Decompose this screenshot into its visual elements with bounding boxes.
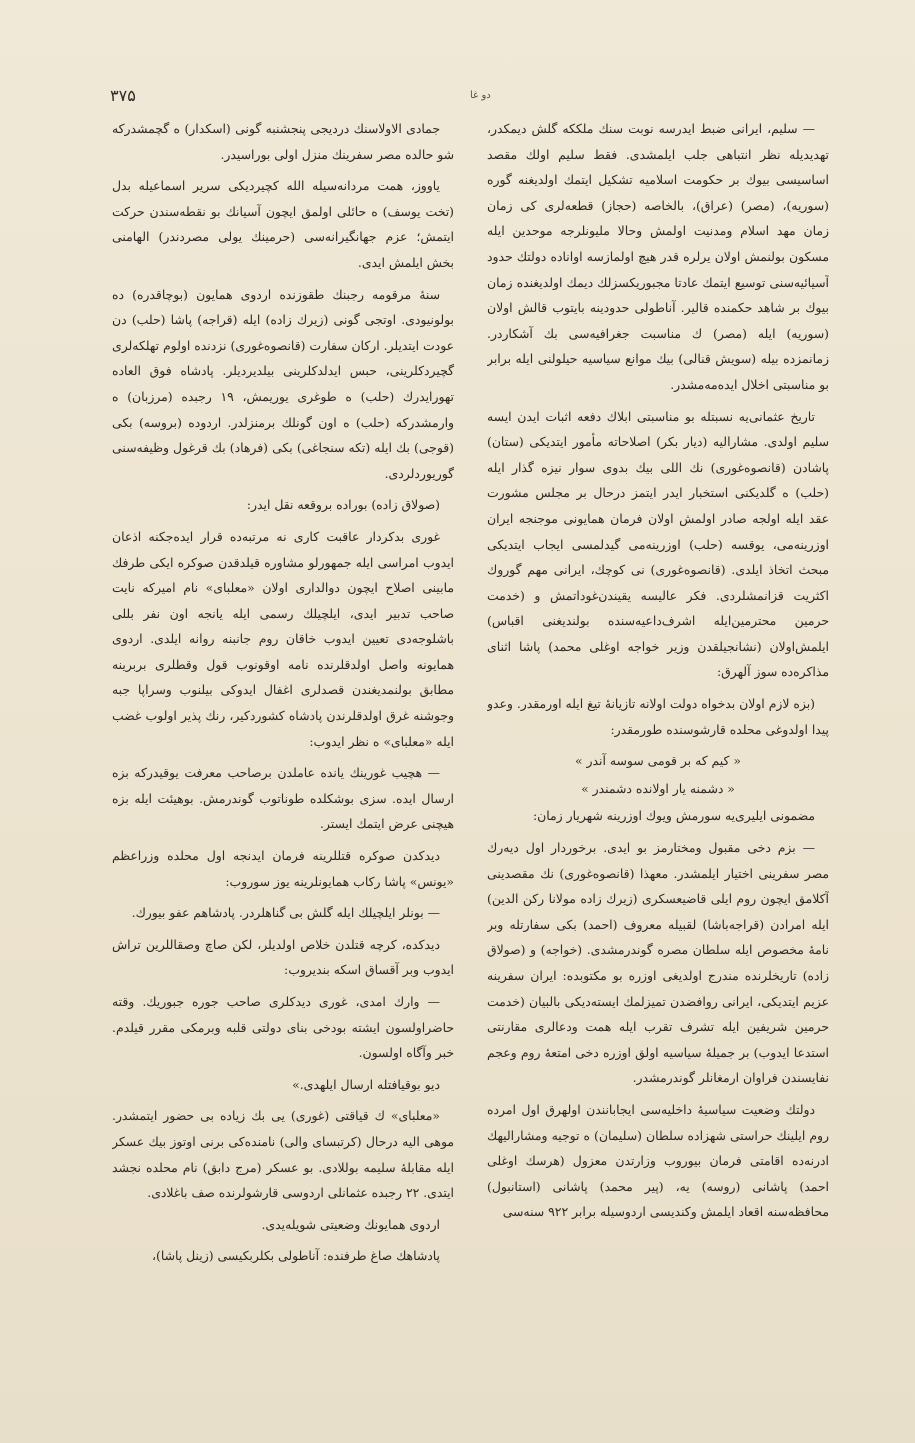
paragraph: تاريخ عثمانى‌يه نسبتله بو مناسبتى ابلاك دفعه اثبات ايدن ايسه سليم اولدى. مشاراليه (ديار بكر) اصلاحاته مأمور ايتديكى (ستان) پاشادن (قانصوه‌غورى) نك اللى بيك بدوى سوار نيزه گذار ايله (حلب) ه گلديكنى استخبار ايدر ايتمز درحال بر مجلس مشورت عقد ايله اولجه صادر اولمش اولان فرمان همايونى موجنجه ايران اوزرينه‌مى، يوقسه (حلب) اوزرينه‌مى گيدلمسى ايجاب ايتديكى مبحث اتخاذ ايلدى. (قانصوه‌غورى) نى كوچك، ايرانى مهم گوروك اكثريت قزانمشلردى. فكر عاليسه يقيندن‌غوداتمش و (خدمت حرمين محترمين‌ايله اشرف‌داعيه‌سنده بولنديغنى اقباس) ايلمش‌اولان (نشانجيلقدن وزير خواجه اوغلى محمد) پاشا اثناى مذاكره‌ده سوز آلهرق: xyxy=(487,408,829,680)
paragraph: — هچيب غورينك يانده عاملدن برصاحب معرفت يوقيدركه بزه ارسال ايده. سزى بوشكلده طوناتوب گوندرمش. بوهيئت ايله بزه هيچنى عرض ايتمك ايستر. xyxy=(112,765,454,832)
verse-line: « كيم كه بر قومى سوسه آندر » xyxy=(575,753,741,769)
right-column xyxy=(487,116,829,1346)
paragraph: — بزم دخى مقبول ومختارمز بو ايدى. برخوردار اول ديه‌رك مصر سفرينى اختيار ايلمشدر. معهذا (قانصوه‌غورى) نك مقصدينى آكلامق ايچون روم ايلى قاضيعسكرى (زيرك زاده مولانا ركن الدين) ايله امرادن (قراجه‌باشا) لقبيله معروف (احمد) بكى سفارتله وبر نامهٔ مخصوص ايله سلطان مصره گوندرمشدى. (خواجه) و (صولاق زاده) تاريخلرنده مندرج اولديغى اوزره بو مكتوبده: ايران سفرينه عزيم ايتديكى، ايرانى روافضدن تميزلمك ايسته‌ديكى بالبيان (خدمت حرمين شريفين ايله تشرف تقرب ايله همت ودعالرى مقارنتى استدعا ايدوب) بر جميلهٔ سياسيه اولق اوزره دخى امتعهٔ روم وعجم نفايسندن فراوان ارمغانلر گوندرمشدر. xyxy=(487,840,829,1086)
paragraph: سنهٔ مرقومه رجبنك طقوزنده اردوى همايون (بوچاقدره) ده بولونيودى. اوتجى گونى (زيرك زاده) ايله (قراجه) پاشا (حلب) دن عودت ايتديلر. اركان سفارت (قانصوه‌غورى) نزدنده اولوم تهلكه‌لرى گچيردكلرينى، حبس ايدلدكلرينى بيلديرديلر. پادشاه فوق العاده تهورايدرك (حلب) ه طوغرى يوريمش، ۱۹ رجبده (مرزبان) ه وارمشدركه (حلب) ه اون گونلك برمنزلدر. اردوده (بروسه) بكى (قوجى) بك ايله (تكه سنجاغى) بكى (فرهاد) بك قرغول وظيفه‌سنى گوريوردلردى. xyxy=(112,286,454,481)
paragraph: پادشاهك صاغ طرفنده: آناطولى بكلربكيسى (زينل پاشا)، xyxy=(151,1248,440,1264)
page-number: ۳۷۵ xyxy=(110,86,136,105)
paragraph: — وارك امدى، غورى ديدكلرى صاحب جوره جبوريك. وقته حاضراولسون ايشته بودخى بناى دولتى قلبه وبرمكى مقرر قيلدم. خبر وآگاه اولسون. xyxy=(112,994,454,1061)
left-column xyxy=(112,116,454,1346)
paragraph: جمادى الاولاسنك درديجى پنجشنبه گونى (اسكدار) ه گچمشدركه شو حالده مصر سفرينك منزل اولى بوراسيدر. xyxy=(112,121,454,162)
paragraph: غورى بدكردار عاقبت كارى نه مرتبه‌ده قرار ايده‌جكنه اذعان ايدوب امراسى ايله جمهورلو مشاوره قيلدقدن صوكره ايكى طرفك مابينى اصلاح ايچون دوالدارى اولان «معلباى» نام اميركه نايت صاحب تدبير ايدى، ايلچيلك رسمى ايله يانجه اون نفر بللى باشلوجه‌دى تعيين ايدوب خاقان روم جانبنه روانه ايلدى. اردوى همايونه واصل اولدقلرنده نامه اوقونوب قول وقطلرى بربرينه مطابق بولنمديغندن قصدلرى اغفال ايدوكى بيلنوب وسراپا جبه وجوشنه غرق اولدقلرندن پادشاه كشوردكير، رنك پذير اولوب غضب ايله «معلباى» ه نظر ايدوب: xyxy=(112,528,454,749)
page-header xyxy=(110,86,785,110)
paragraph: مضمونى ايليرى‌يه سورمش ويوك اوزرينه شهريار زمان: xyxy=(533,808,815,824)
paragraph: ديو بوقيافتله ارسال ايلهدى.» xyxy=(292,1076,440,1092)
paragraph: ديدكده، كرچه قتلدن خلاص اولديلر، لكن صاچ وصقاللرين تراش ايدوب وبر آقساق اسكه بنديروب: xyxy=(112,936,454,978)
paragraph: — سليم، ايرانى ضبط ايدرسه نوبت سنك ملككه گلش ديمكدر، تهديديله نظر انتباهى جلب ايلمشدى. فقط سليم اولك مقصد اساسيسى بيوك بر حكومت اسلاميه تشكيل ايتمك اولديغنه گوره (سوريه)، (مصر) (عراق)، بالخاصه (حجاز) قطعه‌لرى كى زمان زمان مهد اسلام ومدنيت اولمش وحالا مليونلرجه موحدين ايله مسكون بولنمش اولان يرلره قدر هيچ اولمازسه اواناده دولتك حدود آسيائيه‌سنى توسيع ايتمك عادتا مجبوريكسزلك ديمك اولديغنده زمان بيوك بر شاهد حكمنده قالير. آناطولى حدودينه بايتوب قالش اولان (سوريه) ايله (مصر) ك مناسبت جغرافيه‌سى بك آشكاردر. زمانمزده بيله (سويش قنالى) بيك موانع سياسيه حيلولنى ايله برابر بو مناسبتى اخلال ايده‌مه‌مشدر. xyxy=(487,121,829,392)
paragraph: دولتك وضعيت سياسيهٔ داخليه‌سى ايجابانندن اولهرق اول امرده روم ايلينك حراستى شهزاده سلطان (سليمان) ه توجيه ومشاراليهك ادرنه‌ده اقامتى فرمان بيوروب وزارتدن معزول (هرسك اوغلى احمد) پاشانى (روسه) يه، (پير محمد) پاشانى (استانبول) محافظه‌سنه اقعاد ايلمش وكنديسى اردوسيله برابر ۹۲۲ سنه‌سى xyxy=(487,1101,829,1220)
paragraph: (صولاق زاده) بوراده بروقعه نقل ايدر: xyxy=(246,497,440,513)
paragraph: (بزه لازم اولان بدخواه دولت اولانه تازيانهٔ تيغ ايله اورمقدر. وعدو پيدا اولدوغى محلده قارشوسنده طورمقدر: xyxy=(487,696,829,737)
paragraph: ياووز، همت مردانه‌سيله الله كچيرديكى سرير اسماعيله بدل (تخت يوسف) ه حائلى اولمق ايچون آسيانك بو نقطه‌سندن حركت ايتمش؛ عزم جهانگيرانه‌سى (حرمينك يولى مصردندر) الهامنى بخش ايلمش ايدى. xyxy=(112,178,454,270)
paragraph: اردوى همايونك وضعيتى شويله‌يدى. xyxy=(261,1216,440,1232)
paragraph: — بونلر ايلچيلك ايله گلش بى گناهلردر. پادشاهم عفو بيورك. xyxy=(131,905,440,921)
paragraph: ديدكدن صوكره قتللرينه فرمان ايدنجه اول محلده وزراعظم «يونس» پاشا ركاب همايونلرينه يوز سوروب: xyxy=(112,848,454,889)
paragraph: «معلباى» ك قياقتى (غورى) يى بك زياده بى حضور ايتمشدر. موهى اليه درحال (كرتبساى والى) نامنده‌كى برنى اوتوز بيك عسكر ايله مقابلهٔ سليمه بوللادى. بو عسكر (مرج دابق) نام محلده نجشد ايتدى. ۲۲ رجبده عثمانلى اردوسى قارشولرنده صف باغلادى. xyxy=(112,1108,454,1201)
running-head: دو غا xyxy=(470,90,491,101)
verse-line: « دشمنه يار اولانده دشمندر » xyxy=(581,780,735,796)
